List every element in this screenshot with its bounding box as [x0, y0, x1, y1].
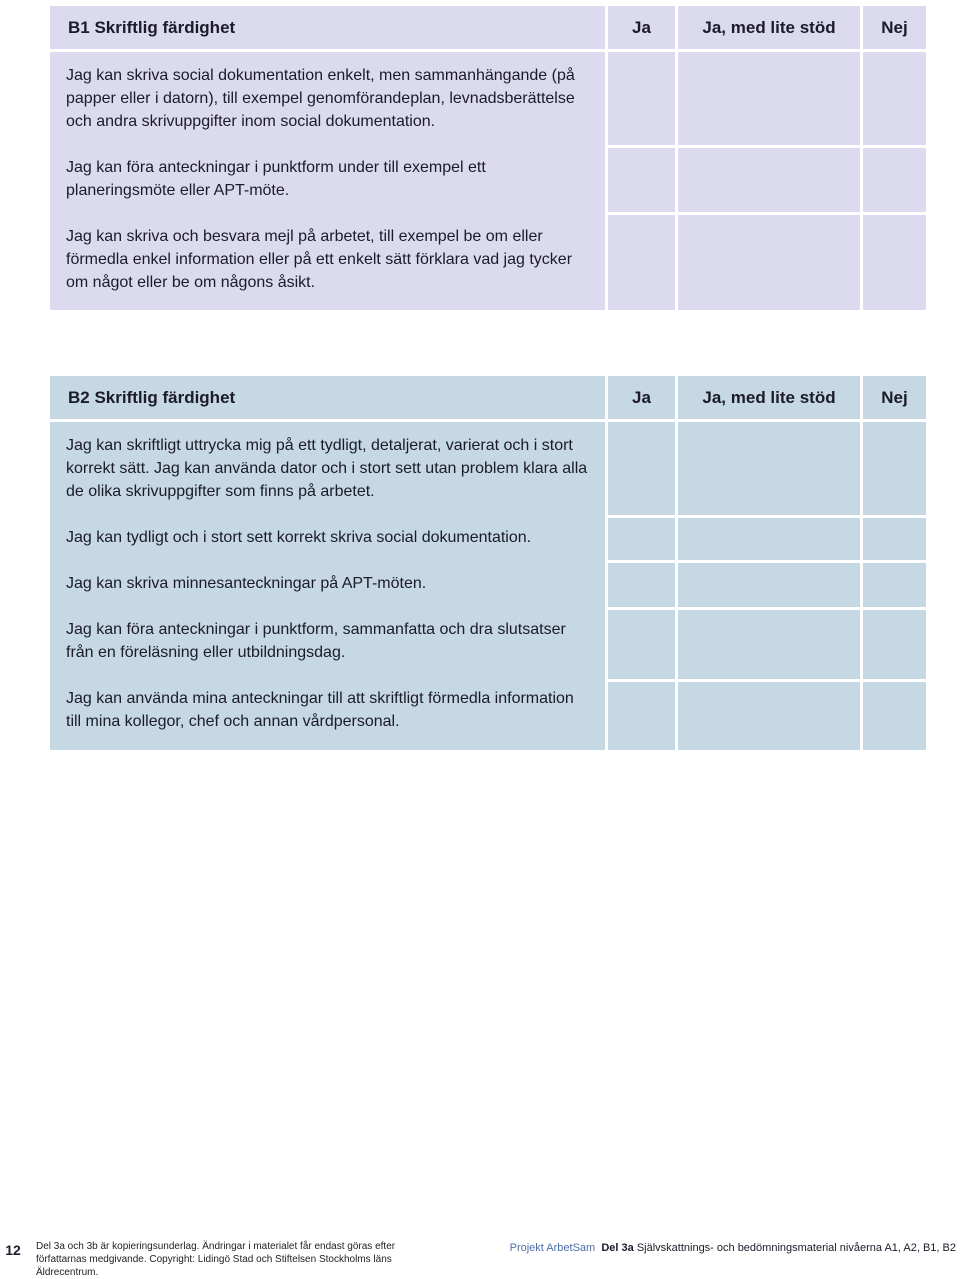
page-footer [0, 1236, 960, 1278]
b2-answer-row-2 [608, 518, 926, 563]
b1-header-row [50, 6, 926, 52]
b1-answer-row-3 [608, 215, 926, 310]
b1-row1-ja-box[interactable] [608, 52, 678, 148]
b2-row2-med-stod-box[interactable] [678, 518, 863, 563]
b2-row5-med-stod-box[interactable] [678, 682, 863, 750]
b2-col-ja: Ja [608, 376, 678, 422]
b2-col-med-stod: Ja, med lite stöd [678, 376, 863, 422]
b2-row3-nej-box[interactable] [863, 563, 926, 610]
b2-answer-row-5 [608, 682, 926, 750]
b2-item-1: Jag kan skriftligt uttrycka mig på ett tydligt, detaljerat, varierat och i stort korrekt sätt. Jag kan använda dator och i stort sett utan problem klara alla de olika skrivuppgifter som finns på arbetet. [66, 437, 588, 500]
b1-row2-med-stod-box[interactable] [678, 148, 863, 215]
b1-row1-nej-box[interactable] [863, 52, 926, 148]
b1-descriptions [50, 52, 608, 310]
b2-body [50, 422, 926, 750]
b2-row3-med-stod-box[interactable] [678, 563, 863, 610]
b2-title: B2 Skriftlig färdighet [50, 376, 608, 422]
b1-row3-nej-box[interactable] [863, 215, 926, 310]
b1-row2-nej-box[interactable] [863, 148, 926, 215]
b1-body [50, 52, 926, 310]
page-number: 12 [5, 1242, 21, 1258]
b2-item-2: Jag kan tydligt och i stort sett korrekt skriva social dokumentation. [66, 529, 532, 546]
b1-item-1: Jag kan skriva social dokumentation enkelt, men sammanhängande (på papper eller i datorn), till exempel genomförandeplan, levnadsberättelse och andra skrivuppgifter inom social dokumentation. [66, 67, 575, 130]
b1-answer-row-1 [608, 52, 926, 148]
b2-row2-ja-box[interactable] [608, 518, 678, 563]
copyright-note: Del 3a och 3b är kopieringsunderlag. Ändringar i materialet får endast göras efter författarnas medgivande. Copyright: Lidingö Stad och Stiftelsen Stockholms läns Äldrecentrum. [36, 1241, 396, 1278]
b2-answer-row-1 [608, 422, 926, 518]
footer-publication [510, 1242, 956, 1254]
b1-table [50, 6, 926, 310]
publication-subtitle: Självskattnings- och bedömningsmaterial nivåerna A1, A2, B1, B2 [636, 1242, 956, 1254]
project-name: Projekt ArbetSam [509, 1242, 596, 1254]
b2-table [50, 376, 926, 750]
b1-item-2: Jag kan föra anteckningar i punktform under till exempel ett planeringsmöte eller APT-möte. [66, 159, 486, 199]
b2-header-row [50, 376, 926, 422]
b1-col-med-stod: Ja, med lite stöd [678, 6, 863, 52]
b1-item-3: Jag kan skriva och besvara mejl på arbetet, till exempel be om eller förmedla enkel information eller på ett enkelt sätt förklara vad jag tycker om något eller be om någons åsikt. [66, 228, 573, 291]
b2-answer-row-4 [608, 610, 926, 682]
b1-col-nej: Nej [863, 6, 926, 52]
b2-row2-nej-box[interactable] [863, 518, 926, 563]
b2-row5-ja-box[interactable] [608, 682, 678, 750]
b1-row3-ja-box[interactable] [608, 215, 678, 310]
b2-col-nej: Nej [863, 376, 926, 422]
b2-answer-grid [608, 422, 926, 750]
b1-answer-grid [608, 52, 926, 310]
b2-row1-med-stod-box[interactable] [678, 422, 863, 518]
b2-row5-nej-box[interactable] [863, 682, 926, 750]
b1-row3-med-stod-box[interactable] [678, 215, 863, 310]
b2-row4-med-stod-box[interactable] [678, 610, 863, 682]
b2-row1-ja-box[interactable] [608, 422, 678, 518]
b2-row1-nej-box[interactable] [863, 422, 926, 518]
b2-descriptions [50, 422, 608, 750]
b2-item-5: Jag kan använda mina anteckningar till att skriftligt förmedla information till mina kollegor, chef och annan vårdpersonal. [66, 690, 574, 730]
b2-row3-ja-box[interactable] [608, 563, 678, 610]
b1-title: B1 Skriftlig färdighet [50, 6, 608, 52]
b2-item-4: Jag kan föra anteckningar i punktform, sammanfatta och dra slutsatser från en föreläsning eller utbildningsdag. [66, 621, 566, 661]
b2-row4-nej-box[interactable] [863, 610, 926, 682]
b1-answer-row-2 [608, 148, 926, 215]
b2-item-3: Jag kan skriva minnesanteckningar på APT-möten. [66, 575, 427, 592]
b2-row4-ja-box[interactable] [608, 610, 678, 682]
b1-col-ja: Ja [608, 6, 678, 52]
part-label: Del 3a [601, 1242, 634, 1254]
b1-row2-ja-box[interactable] [608, 148, 678, 215]
b1-row1-med-stod-box[interactable] [678, 52, 863, 148]
b2-answer-row-3 [608, 563, 926, 610]
